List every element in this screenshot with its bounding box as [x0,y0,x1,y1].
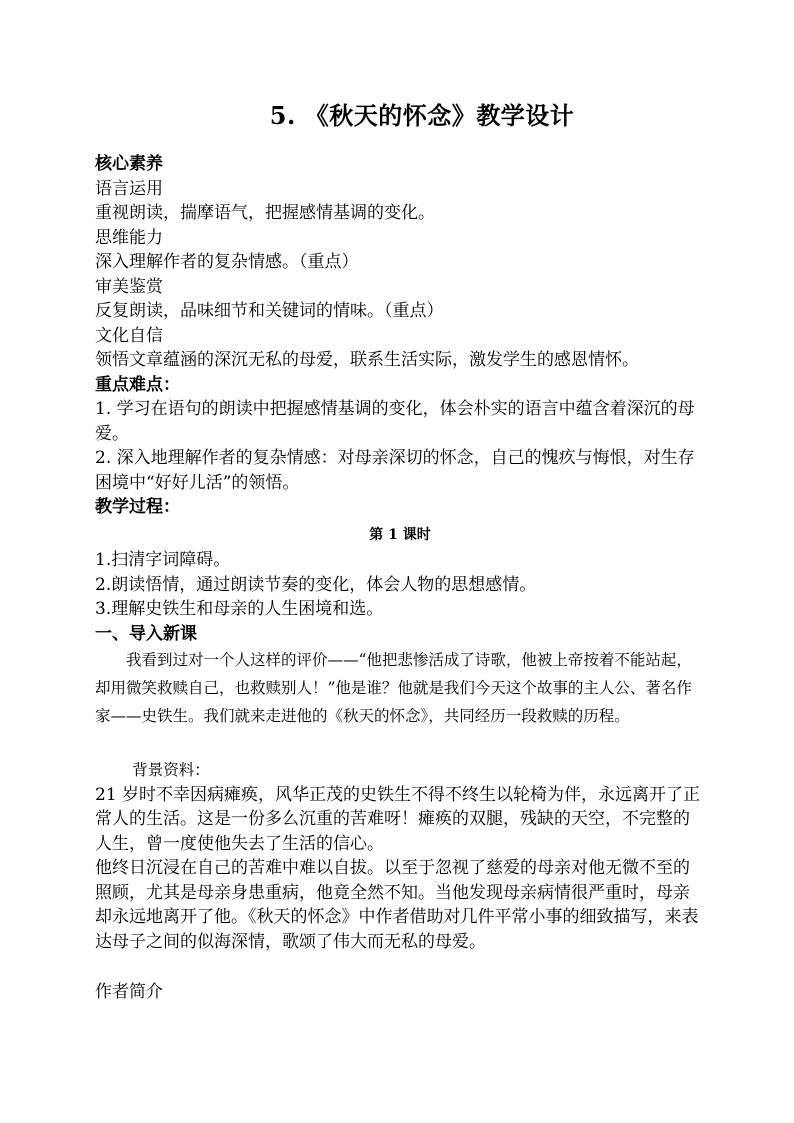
core-item-label: 语言运用 [95,178,163,199]
document-title: 5. 《秋天的怀念》教学设计 [269,101,575,130]
core-item-label: 文化自信 [95,325,163,346]
author-label: 作者简介 [95,982,163,1002]
core-item-label: 思维能力 [95,227,163,248]
lesson-goal: 1.扫清字词障碍。 [95,550,231,570]
section-heading: 一、导入新课 [95,623,197,644]
key-point: 1. 学习在语句的朗读中把握感情基调的变化，体会朴实的语言中蕴含着深沉的母爱。 [95,399,695,444]
core-item-text: 深入理解作者的复杂情感。（重点） [95,252,359,272]
key-point: 2. 深入地理解作者的复杂情感：对母亲深切的怀念，自己的愧疚与悔恨，对生存困境中“好好儿活”的领悟。 [95,448,695,493]
lesson-goal: 2.朗读悟情，通过朗读节奏的变化，体会人物的思想感情。 [95,574,537,595]
core-item-text: 领悟文章蕴涵的深沉无私的母爱，联系生活实际，激发学生的感恩情怀。 [95,350,639,370]
core-item-label: 审美鉴赏 [95,276,163,297]
key-heading: 重点难点： [95,374,180,395]
lesson-goal: 3.理解史铁生和母亲的人生困境和选。 [95,599,384,619]
lesson-label: 第 1 课时 [369,526,431,543]
document-body [95,152,705,1005]
core-heading: 核心素养 [95,154,163,174]
core-item-text: 反复朗读，品味细节和关键词的情味。（重点） [95,301,444,321]
intro-paragraph: 我看到过对一个人这样的评价——“他把悲惨活成了诗歌，他被上帝按着不能站起，却用微笑救赎自己，也救赎别人！”他是谁？他就是我们今天这个故事的主人公、著名作家——史铁生。我们就来走进他的《秋天的怀念》，共同经历一段救赎的历程。 [95,651,692,725]
background-paragraph: 他终日沉浸在自己的苦难中难以自拔。以至于忽视了慈爱的母亲对他无微不至的照顾，尤其是母亲身患重病，他竟全然不知。当他发现母亲病情很严重时，母亲却永远地离开了他。《秋天的怀念》中作者借助对几件平常小事的细致描写，来表达母子之间的似海深情，歌颂了伟大而无私的母爱。 [95,858,699,952]
process-heading: 教学过程： [95,497,180,517]
background-paragraph: 21 岁时不幸因病瘫痪，风华正茂的史铁生不得不终生以轮椅为伴，永远离开了正常人的生活。这是一份多么沉重的苦难呀！瘫痪的双腿，残缺的天空，不完整的人生，曾一度使他失去了生活的信心。 [95,784,701,854]
background-label: 背景资料： [132,761,210,779]
core-item-text: 重视朗读，揣摩语气，把握感情基调的变化。 [95,203,435,223]
